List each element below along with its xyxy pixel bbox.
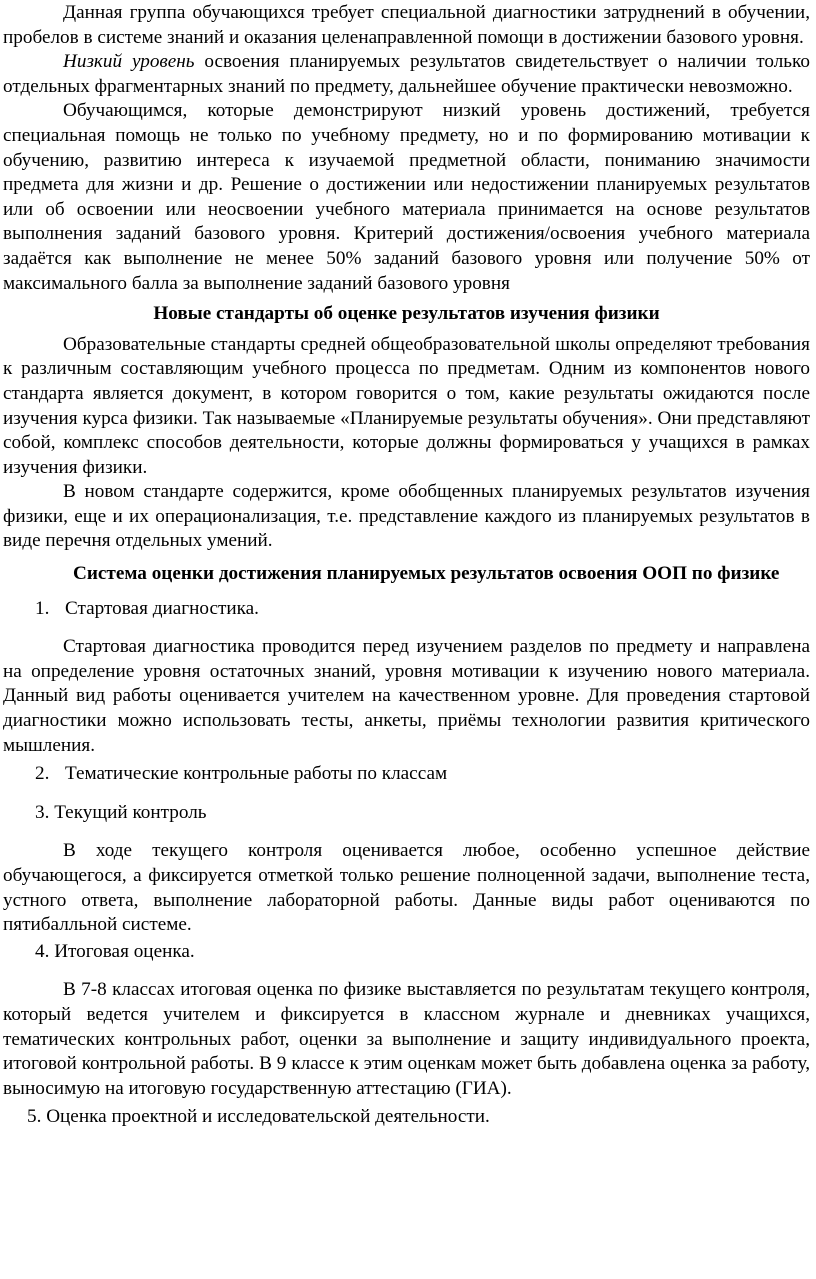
paragraph-low-level	[3, 50, 810, 99]
paragraph-educational-standards: Образовательные стандарты средней общеобразовательной школы определяют требования к различным составляющим учебного процесса по предметам. Одним из компонентов нового стандарта является документ, в котором говорится о том, какие результаты ожидаются после изучения курса физики. Так называемые «Планируемые результаты обучения». Они представляют собой, комплекс способов деятельности, которые должны формироваться у учащихся в рамках изучения физики.	[3, 333, 810, 478]
list-item-final-grade: 4. Итоговая оценка.	[35, 940, 195, 962]
list-item-current-control: 3. Текущий контроль	[35, 801, 207, 823]
paragraph-start-diagnostics: Стартовая диагностика проводится перед изучением разделов по предмету и направлена на определение уровня остаточных знаний, уровня мотивации к изучению нового материала. Данный вид работы оценивается учителем на качественном уровне. Для проведения стартовой диагностики можно использовать тесты, анкеты, приёмы технологии развития критического мышления.	[3, 636, 810, 756]
list-item-project-assessment: 5. Оценка проектной и исследовательской деятельности.	[27, 1106, 490, 1128]
list-number: 1.	[35, 597, 50, 619]
list-item-label: Тематические контрольные работы по классам	[65, 763, 448, 785]
low-level-term: Низкий уровень	[63, 51, 195, 73]
heading-assessment-system: Система оценки достижения планируемых результатов освоения ООП по физике	[73, 563, 780, 585]
list-item-thematic-tests	[3, 762, 810, 787]
paragraph-operationalization: В новом стандарте содержится, кроме обобщенных планируемых результатов изучения физики, еще и их операционализация, т.е. представление каждого из планируемых результатов в виде перечня отдельных умений.	[3, 481, 810, 552]
low-level-description: освоения планируемых результатов свидетельствует о наличии только отдельных фрагментарных знаний по предмету, дальнейшее обучение практически невозможно.	[3, 51, 810, 97]
heading-new-standards: Новые стандарты об оценке результатов изучения физики	[153, 303, 660, 325]
paragraph-special-help: Обучающимся, которые демонстрируют низкий уровень достижений, требуется специальная помощь не только по учебному предмету, но и по формированию мотивации к обучению, развитию интереса к изучаемой предметной области, пониманию значимости предмета для жизни и др. Решение о достижении или недостижении планируемых результатов или об освоении или неосвоении учебного материала принимается на основе результатов выполнения заданий базового уровня. Критерий достижения/освоения учебного материала задаётся как выполнение не менее 50% заданий базового уровня или получение 50% от максимального балла за выполнение заданий базового уровня	[3, 100, 810, 294]
list-item-label: Стартовая диагностика.	[65, 597, 259, 619]
paragraph-final-grade: В 7-8 классах итоговая оценка по физике выставляется по результатам текущего контроля, который ведется учителем и фиксируется в классном журнале и дневниках учащихся, тематических контрольных работ, оценки за выполнение и защиту индивидуального проекта, итоговой контрольной работы. В 9 классе к этим оценкам может быть добавлена оценка за работу, выносимую на итоговую государственную аттестацию (ГИА).	[3, 979, 810, 1099]
paragraph-diagnostics: Данная группа обучающихся требует специальной диагностики затруднений в обучении, пробелов в системе знаний и оказания целенаправленной помощи в достижении базового уровня.	[3, 2, 810, 48]
paragraph-current-control: В ходе текущего контроля оценивается любое, особенно успешное действие обучающегося, а фиксируется отметкой только решение полноценной задачи, выполнение теста, устного ответа, выполнение лабораторной работы. Данные виды работ оцениваются по пятибалльной системе.	[3, 840, 810, 936]
list-item-start-diagnostics	[3, 597, 810, 622]
list-number: 2.	[35, 763, 50, 785]
